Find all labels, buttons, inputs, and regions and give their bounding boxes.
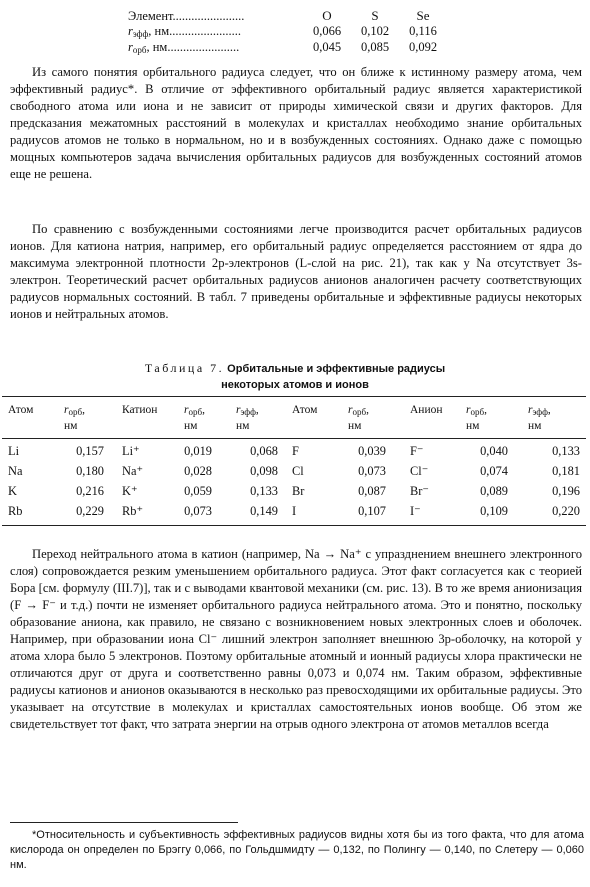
table-row — [2, 461, 586, 481]
header-cation: Катион — [122, 404, 158, 416]
eff-radius-row — [128, 24, 447, 40]
table-cell: 0,109 — [480, 503, 508, 518]
table-cell: 0,107 — [358, 503, 386, 518]
table-cell: 0,019 — [184, 443, 212, 458]
table-cell: Cl⁻ — [410, 464, 429, 478]
table-cell: 0,098 — [250, 463, 278, 478]
table-cell: Na — [8, 463, 23, 478]
table-cell: 0,068 — [250, 443, 278, 458]
table-cell: F — [292, 443, 299, 458]
header-atom: Атом — [8, 404, 34, 416]
header-cation-r-eff: $r_{эфф}$, нм — [236, 404, 259, 432]
header-atom-2: Атом — [292, 404, 318, 416]
table-cell: 0,073 — [184, 503, 212, 518]
table-cell: 0,180 — [76, 463, 104, 478]
ion-radius-table — [2, 396, 586, 526]
paragraph-1: Из самого понятия орбитального радиуса следует, что он ближе к истинному размеру атома, чем эффективный радиус*. В отличие от эффективного орбитальный радиус является характеристикой свободного атома или иона и не зависит от природы химической связи и других факторов. Для предсказания межатомных расстояний в молекулах и кристаллах необходимо знание орбитальных радиусов атомов не только в нормальном, но и в возбужденных состояниях. Однако даже с помощью мощных компьютеров задача вычисления орбитальных радиусов для возбужденных состояний атомов еще не решена. — [10, 65, 582, 181]
header-atom-r-orb: $r_{орб}$, нм — [64, 404, 85, 432]
element-radius-table — [128, 8, 447, 56]
table-cell: 0,087 — [358, 483, 386, 498]
table-caption-lead: Таблица 7. — [144, 361, 225, 375]
table-cell: K⁺ — [122, 484, 138, 498]
table-cell: Li — [8, 443, 20, 458]
table-cell: 0,059 — [184, 483, 212, 498]
table-cell: Rb — [8, 503, 23, 518]
footnote: *Относительность и субъективность эффективных радиусов видны хотя бы из того факта, что для атома кислорода он определен по Брэггу 0,066, по Гольдшмидту — 0,132, по Полингу — 0,140, по Слетеру — 0,060 нм. — [10, 829, 584, 871]
element-s: S — [371, 8, 379, 23]
element-header-row — [128, 8, 447, 24]
table-cell: 0,089 — [480, 483, 508, 498]
orb-se: 0,092 — [408, 40, 438, 54]
header-anion: Анион — [410, 404, 443, 416]
table-cell: 0,157 — [76, 443, 104, 458]
header-anion-r-eff: $r_{эфф}$, нм — [528, 404, 551, 432]
ion-table-header — [2, 397, 586, 439]
eff-o: 0,066 — [312, 24, 342, 38]
ion-table-body — [2, 439, 586, 525]
orb-radius-label: $r_{орб}$, нм....................... — [128, 40, 240, 55]
table-cell: 0,073 — [358, 463, 386, 478]
table-cell: 0,133 — [552, 443, 580, 458]
table-cell: 0,229 — [76, 503, 104, 518]
table-caption-title-1: Орбитальные и эффективные радиусы — [227, 363, 446, 375]
orb-s: 0,085 — [360, 40, 390, 54]
table-cell: 0,039 — [358, 443, 386, 458]
table-cell: 0,216 — [76, 483, 104, 498]
paragraph-3: Переход нейтрального атома в катион (например, Na → Na⁺ с упразднением внешнего электронного слоя) сопровождается резким уменьшением орбитального радиуса. Этот факт согласуется как с теорией Бора [см. формулу (III.7)], так и с выводами квантовой механики (см. рис. 13). В то же время анионизация (F → F⁻ и т.д.) почти не изменяет орбитального радиуса нейтрального атома. Это и понятно, поскольку образование аниона, как правило, не связано с возникновением новых электронных слоев и оболочек. Например, при образовании иона Cl⁻ лишний электрон заполняет внешнюю 3p-оболочку, на которой у атома хлора было 5 электронов. Поэтому орбитальные атомный и ионный радиусы хлора практически не отличаются друг от друга и соответственно равны 0,073 и 0,074 нм. Таким образом, эффективные радиусы катионов и анионов оказываются в несколько раз превосходящими их орбитальные радиусы. Это указывает на отсутствие в молекулах и кристаллах самостоятельных ионов вообще. Об этом же свидетельствует тот факт, что затрата энергии на отрыв одного электрона от атомов металлов всегда — [10, 547, 582, 731]
paragraph-2: По сравнению с возбужденными состояниями легче производится расчет орбитальных радиусов ионов. Для катиона натрия, например, его орбитальный радиус определяется расстоянием от ядра до максимума электронной плотности 2p-электронов (L-слой на рис. 21), так как у Na отсутствует 3s-электрон. Теоретический расчет орбитальных радиусов анионов аналогичен расчету соответствующих радиусов нормальных состояний. В табл. 7 приведены орбитальные и эффективные радиусы некоторых ионов и нейтральных атомов. — [10, 222, 582, 321]
table-cell: 0,133 — [250, 483, 278, 498]
table-caption — [0, 361, 590, 393]
element-label: Элемент....................... — [128, 9, 245, 23]
element-se: Se — [416, 8, 430, 23]
table-cell: 0,040 — [480, 443, 508, 458]
eff-s: 0,102 — [360, 24, 390, 38]
table-caption-title-2: некоторых атомов и ионов — [221, 379, 369, 391]
element-o: O — [322, 8, 332, 23]
eff-se: 0,116 — [409, 24, 437, 38]
table-row — [2, 501, 586, 521]
orb-radius-row — [128, 40, 447, 56]
table-cell: F⁻ — [410, 444, 424, 458]
table-row — [2, 441, 586, 461]
table-cell: 0,149 — [250, 503, 278, 518]
table-cell: 0,220 — [552, 503, 580, 518]
table-cell: 0,196 — [552, 483, 580, 498]
header-atom2-r-orb: $r_{орб}$, нм — [348, 404, 369, 432]
footnote-divider — [10, 822, 238, 823]
table-cell: 0,181 — [552, 463, 580, 478]
table-cell: 0,074 — [480, 463, 508, 478]
table-cell: Li⁺ — [122, 444, 140, 458]
table-row — [2, 481, 586, 501]
table-cell: Rb⁺ — [122, 504, 143, 518]
header-anion-r-orb: $r_{орб}$, нм — [466, 404, 487, 432]
table-cell: K — [8, 483, 17, 498]
table-cell: Br⁻ — [410, 484, 429, 498]
table-cell: I — [292, 503, 297, 518]
orb-o: 0,045 — [312, 40, 342, 54]
table-cell: 0,028 — [184, 463, 212, 478]
header-cation-r-orb: $r_{орб}$, нм — [184, 404, 205, 432]
table-cell: Br — [292, 483, 305, 498]
table-cell: Cl — [292, 463, 304, 478]
table-cell: I⁻ — [410, 504, 421, 518]
table-cell: Na⁺ — [122, 464, 143, 478]
eff-radius-label: $r_{эфф}$, нм....................... — [128, 24, 242, 39]
